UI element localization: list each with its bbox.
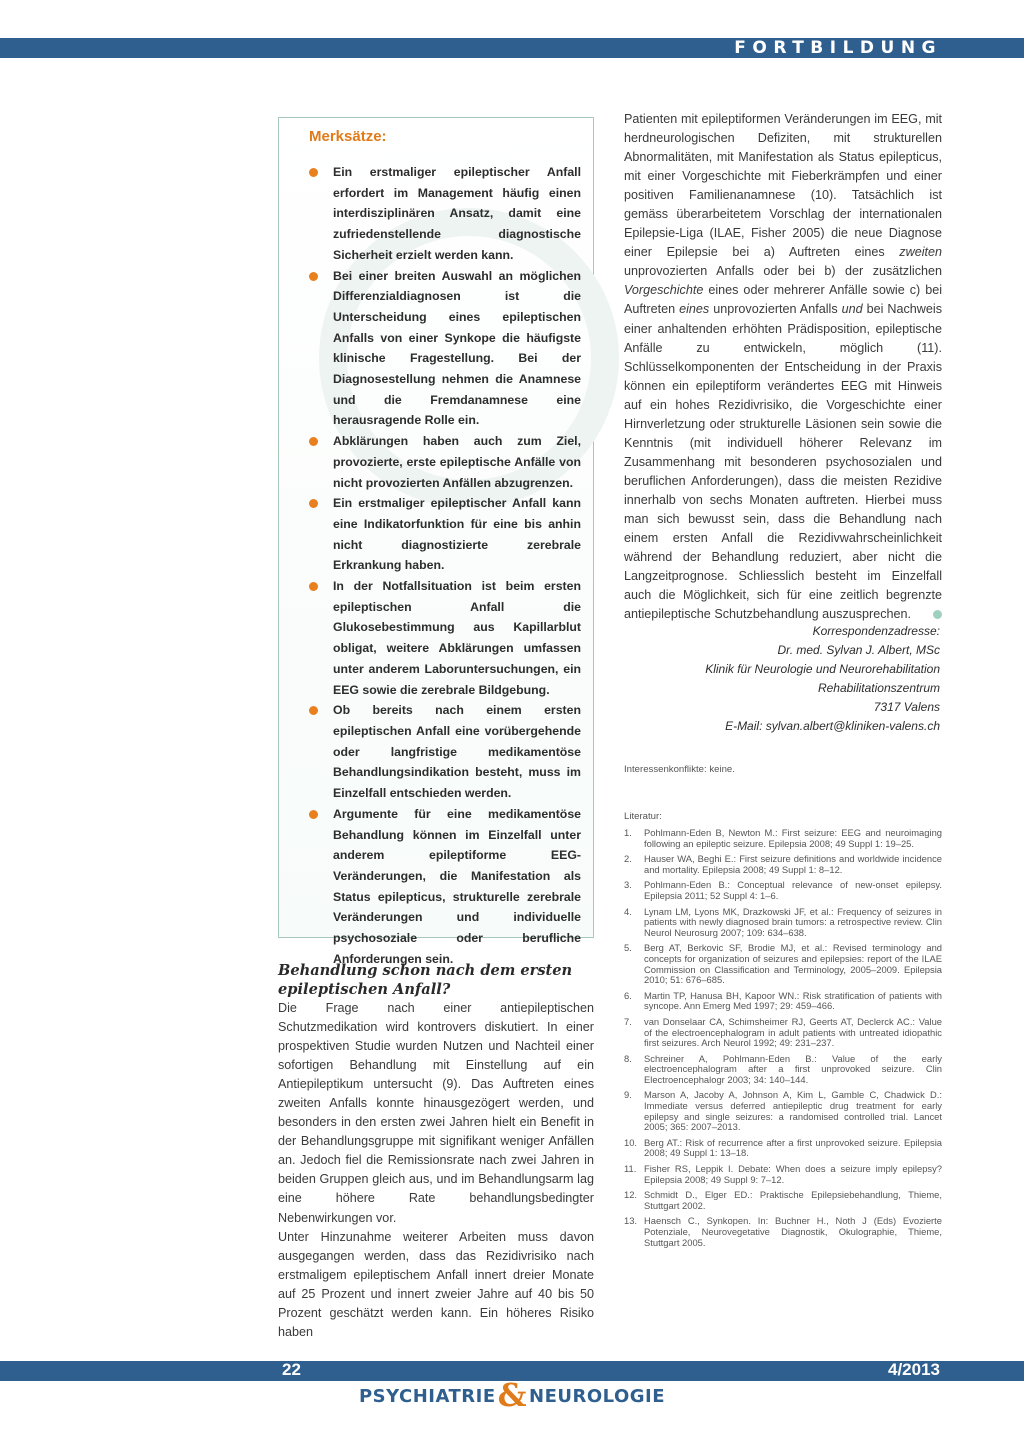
reference-text: Berg AT, Berkovic SF, Brodie MJ, et al.: Revised terminology and concepts for organization of seizures and epilepsies: report of the ILAE Commission on Classification and Terminology, 2005–2009. Epilepsia 2010; 51: 676–685. bbox=[644, 942, 942, 986]
correspondence-label: Korrespondenzadresse: bbox=[812, 624, 940, 638]
magazine-title bbox=[0, 1376, 1024, 1414]
reference-number: 10. bbox=[624, 1136, 638, 1148]
reference-number: 11. bbox=[624, 1163, 637, 1175]
reference-item bbox=[624, 1164, 942, 1185]
key-point: Ein erstmaliger epileptischer Anfall kann eine Indikatorfunktion für eine bis anhin nicht diagnostizierte zerebrale Erkrankung haben. bbox=[305, 493, 581, 576]
article-end-icon bbox=[933, 610, 942, 619]
bullet-icon bbox=[309, 706, 318, 715]
reference-number: 2. bbox=[624, 853, 632, 865]
correspondence-address bbox=[624, 622, 940, 736]
issue-number: 4/2013 bbox=[888, 1360, 940, 1379]
page-number: 22 bbox=[282, 1360, 301, 1379]
reference-number: 9. bbox=[624, 1089, 632, 1101]
reference-item bbox=[624, 1138, 942, 1159]
reference-item bbox=[624, 1216, 942, 1248]
bullet-icon bbox=[309, 168, 318, 177]
key-point: Argumente für eine medikamentöse Behandlung können im Einzelfall unter anderem epileptiforme EEG-Veränderungen, die Manifestation als Status epilepticus, strukturelle zerebrale Veränderungen und individuelle psychosoziale oder berufliche Anforderungen sein. bbox=[305, 804, 581, 970]
center-name: Rehabilitationszentrum bbox=[817, 681, 940, 696]
reference-item bbox=[624, 1090, 942, 1132]
key-point: In der Notfallsituation ist beim ersten epileptischen Anfall die Glukosebestimmung aus Kapillarblut obligat, weitere Abklärungen umfassen unter anderem Laboruntersuchungen, ein EEG sowie die zerebrale Bildgebung. bbox=[305, 576, 581, 700]
bullet-icon bbox=[309, 499, 318, 508]
bullet-icon bbox=[309, 810, 318, 819]
key-point: Ob bereits nach einem ersten epileptischen Anfall eine vorübergehende oder langfristige medikamentöse Behandlungsindikation besteht, muss im Einzelfall entschieden werden. bbox=[305, 700, 581, 804]
reference-text: Haensch C., Synkopen. In: Buchner H., Noth J (Eds) Evozierte Potenziale, Neurovegetative Diagnostik, Okulographie, Thieme, Stuttgart 2005. bbox=[644, 1215, 942, 1248]
article-subheading: Behandlung schon nach dem ersten epileptischen Anfall? bbox=[278, 962, 573, 998]
reference-text: Fisher RS, Leppik I. Debate: When does a seizure imply epilepsy? Epilepsia 2008; 49 Suppl 9: 7–12. bbox=[644, 1163, 942, 1185]
paragraph: Unter Hinzunahme weiterer Arbeiten muss davon ausgegangen werden, dass das Rezidivrisiko nach erstmaligem epileptischem Anfall innert dreier Monate auf 25 Prozent und innert zweier Jahre auf 40 bis 50 Prozent geschätzt werden kann. Ein höheres Risiko haben bbox=[278, 1229, 594, 1339]
key-points-title: Merksätze: bbox=[309, 128, 387, 145]
reference-text: Lynam LM, Lyons MK, Drazkowski JF, et al.: Frequency of seizures in patients with newly diagnosed brain tumors: a retrospective review. Clin Neurol Neurosurg 2007; 109: 634–638. bbox=[644, 905, 942, 938]
key-point: Bei einer breiten Auswahl an möglichen Differenzialdiagnosen ist die Unterscheidung eines epileptischen Anfalls von einer Synkope die häufigste klinische Fragestellung. Bei der Diagnosestellung nehmen die Anamnese und die Fremdanamnese eine herausragende Rolle ein. bbox=[305, 266, 581, 432]
magazine-title-right: NEUROLOGIE bbox=[529, 1386, 666, 1407]
reference-number: 7. bbox=[624, 1015, 632, 1027]
reference-number: 8. bbox=[624, 1052, 632, 1064]
key-point: Abklärungen haben auch zum Ziel, provozierte, erste epileptische Anfälle von nicht provozierten Anfällen abzugrenzen. bbox=[305, 431, 581, 493]
reference-number: 4. bbox=[624, 905, 632, 917]
article-right-column bbox=[624, 110, 942, 624]
reference-item bbox=[624, 1017, 942, 1049]
reference-text: Hauser WA, Beghi E.: First seizure definitions and worldwide incidence and mortality. Epilepsia 2008; 49 Suppl 1: 8–12. bbox=[644, 853, 942, 875]
reference-number: 13. bbox=[624, 1215, 638, 1227]
bullet-icon bbox=[309, 272, 318, 281]
reference-text: Marson A, Jacoby A, Johnson A, Kim L, Gamble C, Chadwick D.: Immediate versus deferred antiepileptic drug treatment for early epilepsy and single seizures: a randomised controlled trial. Lancet 2005; 365: 2007–2013. bbox=[644, 1089, 942, 1133]
reference-list bbox=[624, 828, 942, 1253]
reference-text: Pohlmann-Eden B, Newton M.: First seizure: EEG and neuroimaging following an epileptic seizure. Epilepsia 2008; 49 Suppl 1: 19–25. bbox=[644, 827, 942, 849]
city: 7317 Valens bbox=[873, 700, 940, 715]
magazine-title-left: PSYCHIATRIE bbox=[358, 1386, 496, 1407]
conflicts-of-interest: Interessenkonflikte: keine. bbox=[624, 764, 735, 775]
article-left-column bbox=[278, 999, 594, 1342]
reference-number: 12. bbox=[624, 1189, 638, 1201]
reference-item bbox=[624, 1054, 942, 1086]
magazine-ampersand: & bbox=[497, 1376, 528, 1414]
key-point: Ein erstmaliger epileptischer Anfall erfordert im Management häufig einen interdisziplinären Ansatz, damit eine zufriedenstellende diagnostische Sicherheit erzielt werden kann. bbox=[305, 162, 581, 266]
clinic-name: Klinik für Neurologie und Neurorehabilitation bbox=[705, 662, 940, 677]
reference-number: 5. bbox=[624, 942, 632, 954]
reference-item bbox=[624, 1190, 942, 1211]
reference-item bbox=[624, 854, 942, 875]
author-name: Dr. med. Sylvan J. Albert, MSc bbox=[777, 643, 940, 658]
reference-text: Berg AT.: Risk of recurrence after a first unprovoked seizure. Epilepsia 2008; 49 Suppl 1: 13–18. bbox=[644, 1136, 942, 1159]
reference-item bbox=[624, 880, 942, 901]
bullet-icon bbox=[309, 582, 318, 591]
reference-number: 6. bbox=[624, 989, 632, 1001]
reference-item bbox=[624, 991, 942, 1012]
paragraph: Patienten mit epileptiformen Veränderungen im EEG, mit herdneurologischen Defiziten, mit strukturellen Abnormalitäten, mit Manifestation als Status epilepticus, mit einer Vorgeschichte mit Fieberkrämpfen und einer positiven Familienanamnese (10). Tatsächlich ist gemäss überarbeitetem Vorschlag der internationalen Epilepsie-Liga (ILAE, Fisher 2005) die neue Diagnose einer Epilepsie bei a) Auftreten eines zweiten unprovozierten Anfalls oder bei b) der zusätzlichen Vorgeschichte eines oder mehrerer Anfälle sowie c) bei Auftreten eines unprovozierten Anfalls und bei Nachweis einer anhaltenden erhöhten Prädisposition, epileptische Anfälle zu entwickeln, möglich (11). Schlüsselkomponenten der Entscheidung in der Praxis können ein epileptiform verändertes EEG mit Hinweis auf ein hohes Rezidivrisiko, die Vorgeschichte einer Hirnverletzung oder strukturelle Läsionen sein sowie die Kenntnis (mit individuell höherer Relevanz im Zusammenhang mit besonderen psychosozialen und beruflichen Anforderungen), dass die meisten Rezidive innerhalb von sechs Monaten auftreten. Hierbei muss man sich bewusst sein, dass die Behandlung nach einem ersten Anfall die Rezidivwahrscheinlichkeit während der Behandlung reduziert, aber nicht die Langzeitprognose. Schliesslich besteht im Einzelfall auch die Möglichkeit, sich für eine zeitlich begrenzte antiepileptische Schutzbehandlung auszusprechen. bbox=[624, 112, 943, 622]
literature-heading: Literatur: bbox=[624, 811, 662, 822]
email: E-Mail: sylvan.albert@kliniken-valens.ch bbox=[725, 719, 940, 734]
reference-text: Pohlmann-Eden B.: Conceptual relevance of new-onset epilepsy. Epilepsia 2011; 52 Suppl 4: 1–6. bbox=[644, 879, 942, 901]
reference-text: Schreiner A, Pohlmann-Eden B.: Value of the early electroencephalogram after a first unprovoked seizure. Clin Electroencephalogr 2003; 34: 140–144. bbox=[644, 1052, 942, 1085]
reference-text: Martin TP, Hanusa BH, Kapoor WN.: Risk stratification of patients with syncope. Ann Emerg Med 1997; 29: 459–466. bbox=[644, 989, 942, 1012]
key-points-box bbox=[278, 117, 594, 966]
reference-text: van Donselaar CA, Schimsheimer RJ, Geerts AT, Declerck AC.: Value of the electroencephalogram in adult patients with untreated idiopathic first seizures. Arch Neurol 1992; 49: 231–237. bbox=[644, 1015, 942, 1049]
reference-item bbox=[624, 943, 942, 985]
key-points-list bbox=[305, 162, 581, 969]
section-title: FORTBILDUNG bbox=[734, 38, 942, 58]
reference-number: 3. bbox=[624, 879, 632, 891]
bullet-icon bbox=[309, 437, 318, 446]
reference-number: 1. bbox=[624, 827, 632, 838]
reference-text: Schmidt D., Elger ED.: Praktische Epilepsiebehandlung, Thieme, Stuttgart 2002. bbox=[644, 1189, 942, 1211]
paragraph: Die Frage nach einer antiepileptischen Schutzmedikation wird kontrovers diskutiert. In einer prospektiven Studie wurden Nutzen und Nachteil einer sofortigen Behandlung mit Einstellung auf ein Antiepileptikum untersucht (9). Das Auftreten eines zweiten Anfalls konnte hinausgezögert werden, und besonders in den ersten zwei Jahren hielt ein Benefit in der Behandlungsgruppe mit signifikant weniger Anfällen an. Jedoch fiel die Remissionsrate nach zwei Jahren in beiden Gruppen gleich aus, und im Behandlungsarm lag eine höhere Rate behandlungsbedingter Nebenwirkungen vor. bbox=[278, 1001, 594, 1225]
reference-item bbox=[624, 828, 942, 849]
reference-item bbox=[624, 907, 942, 939]
